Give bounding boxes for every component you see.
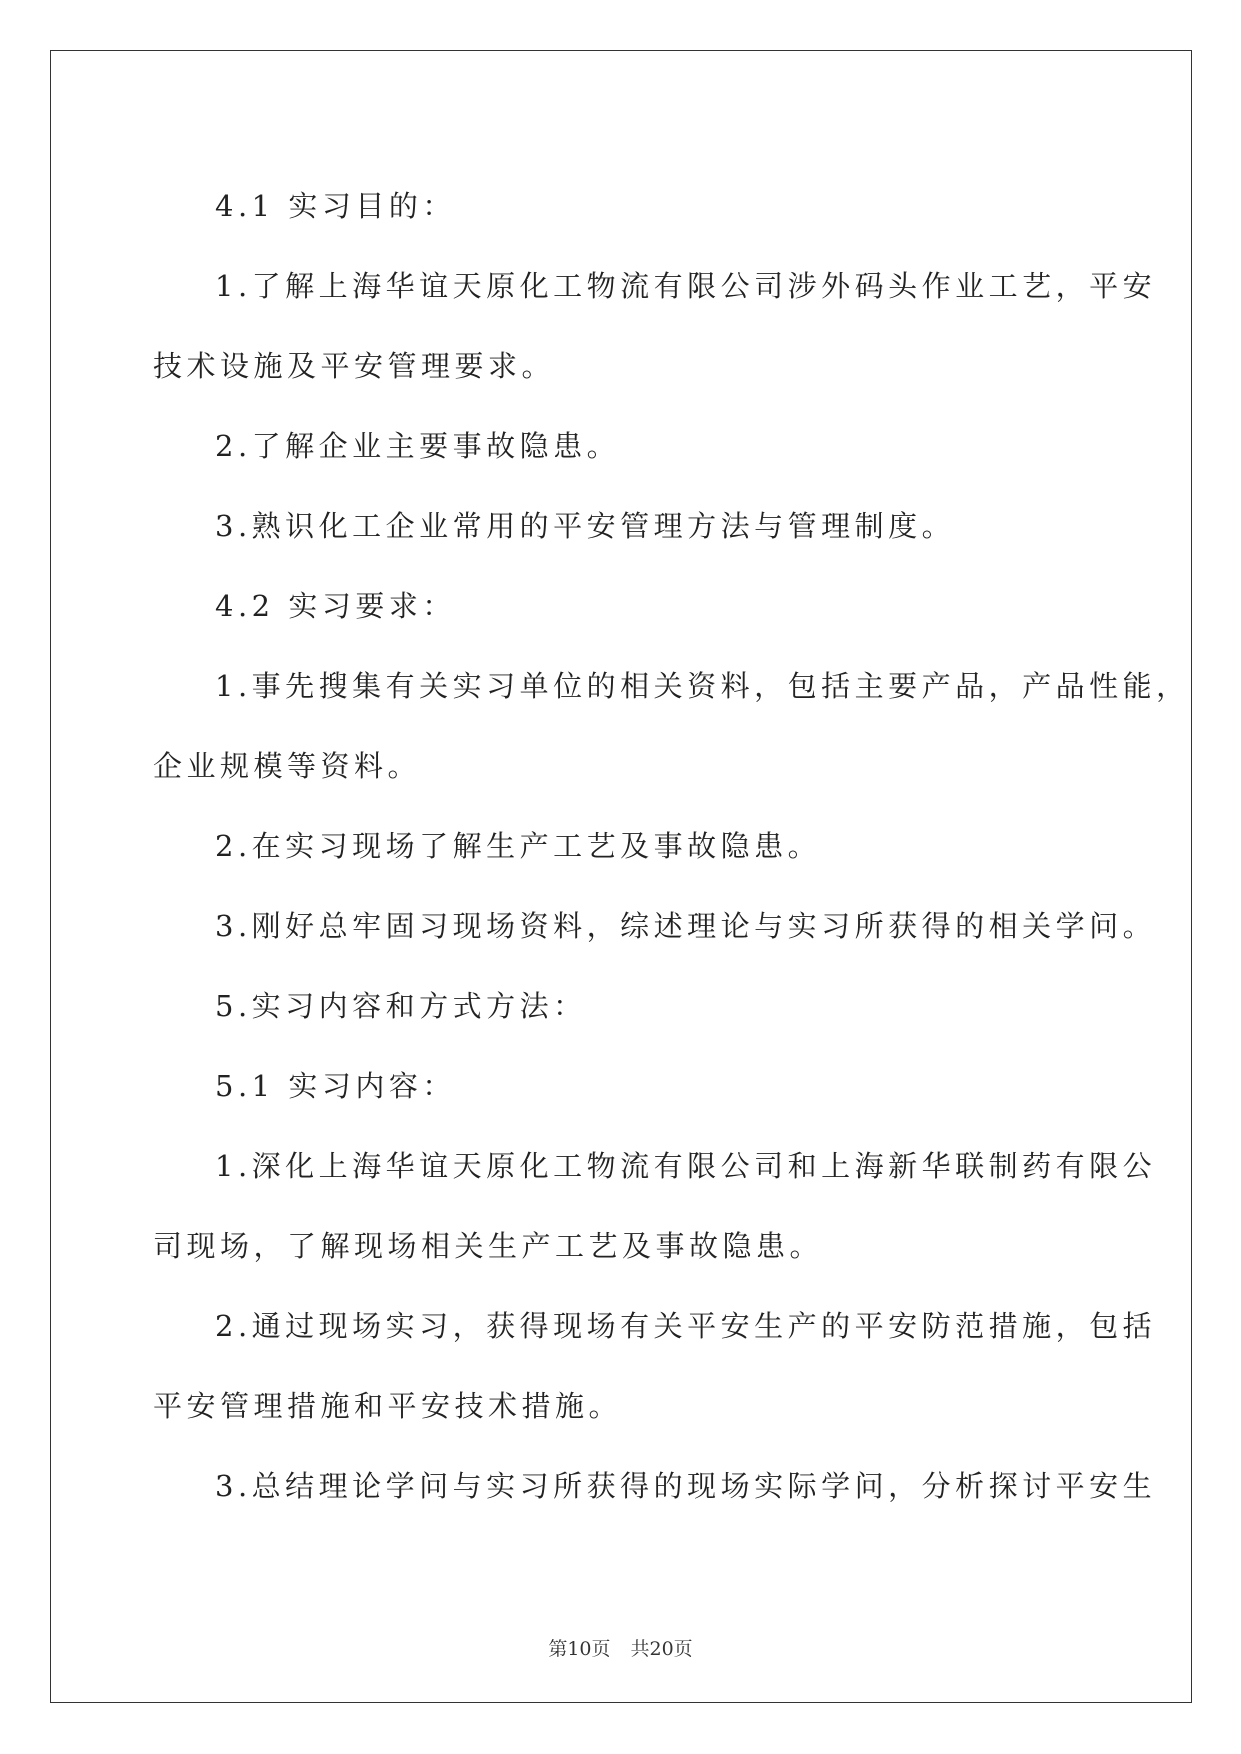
page-number-current: 第10页: [548, 1638, 611, 1660]
paragraph-12: 5.1 实习内容：: [215, 1069, 456, 1103]
paragraph-17: 3.总结理论学问与实习所获得的现场实际学问，分析探讨平安生: [215, 1469, 1157, 1503]
paragraph-4: 2.了解企业主要事故隐患。: [215, 429, 621, 463]
page-number-total: 共20页: [630, 1638, 693, 1660]
paragraph-14: 司现场，了解现场相关生产工艺及事故隐患。: [153, 1229, 824, 1263]
document-body: [153, 166, 1190, 1526]
paragraph-10: 3.刚好总牢固习现场资料，综述理论与实习所获得的相关学问。: [215, 909, 1157, 943]
paragraph-1: 4.1 实习目的：: [215, 189, 456, 223]
paragraph-7: 1.事先搜集有关实习单位的相关资料，包括主要产品，产品性能，: [215, 669, 1190, 703]
paragraph-8: 企业规模等资料。: [153, 749, 422, 783]
paragraph-6: 4.2 实习要求：: [215, 589, 456, 623]
paragraph-11: 5.实习内容和方式方法：: [215, 989, 587, 1023]
page-footer: [0, 1634, 1241, 1661]
paragraph-2: 1.了解上海华谊天原化工物流有限公司涉外码头作业工艺，平安: [215, 269, 1157, 303]
paragraph-13: 1.深化上海华谊天原化工物流有限公司和上海新华联制药有限公: [215, 1149, 1157, 1183]
paragraph-5: 3.熟识化工企业常用的平安管理方法与管理制度。: [215, 509, 956, 543]
paragraph-3: 技术设施及平安管理要求。: [153, 349, 556, 383]
paragraph-15: 2.通过现场实习，获得现场有关平安生产的平安防范措施，包括: [215, 1309, 1157, 1343]
paragraph-16: 平安管理措施和平安技术措施。: [153, 1389, 623, 1423]
paragraph-9: 2.在实习现场了解生产工艺及事故隐患。: [215, 829, 822, 863]
